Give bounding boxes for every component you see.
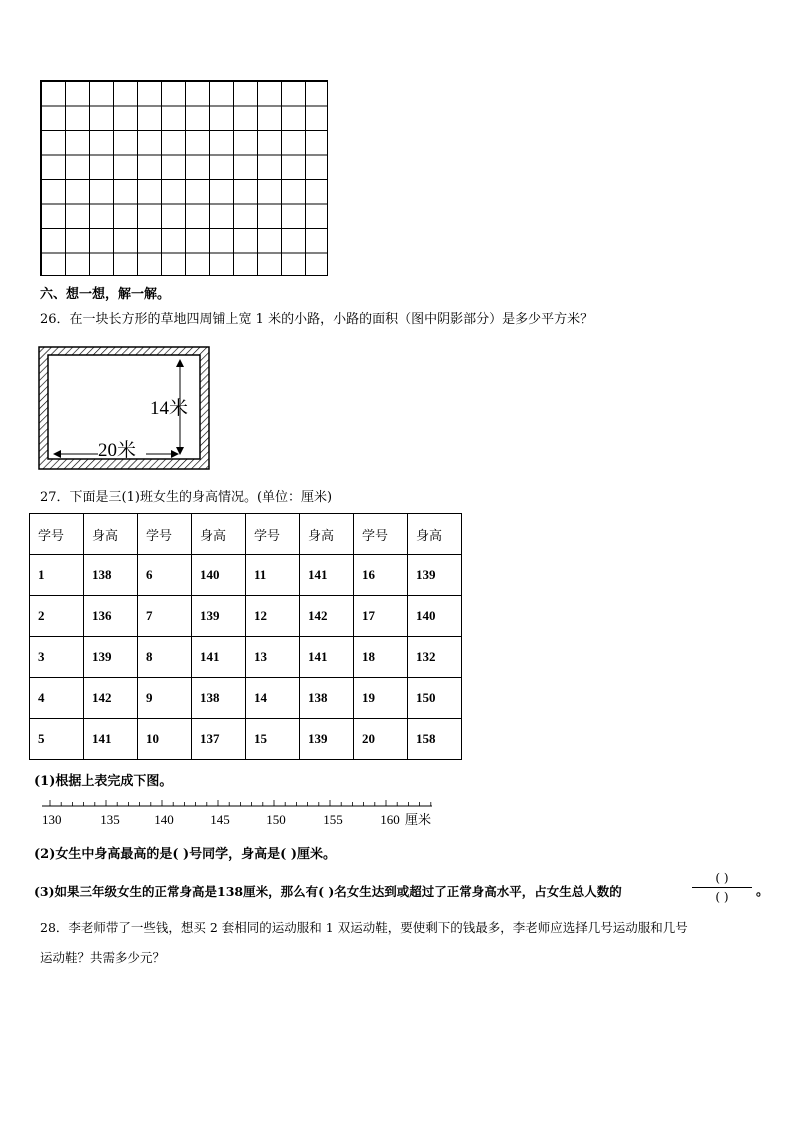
table-cell: 139 (84, 637, 138, 678)
axis-unit-label: 厘米 (405, 813, 432, 828)
table-cell: 9 (138, 678, 192, 719)
table-cell: 14 (246, 678, 300, 719)
table-cell: 139 (408, 555, 462, 596)
table-cell: 141 (84, 719, 138, 760)
square-grid (40, 80, 328, 276)
table-cell: 17 (354, 596, 408, 637)
fraction-numerator: ( ) (715, 871, 729, 885)
table-cell: 10 (138, 719, 192, 760)
table-cell: 140 (408, 596, 462, 637)
table-cell: 13 (246, 637, 300, 678)
table-cell: 2 (30, 596, 84, 637)
table-cell: 158 (408, 719, 462, 760)
section-six-heading: 六、想一想，解一解。 (40, 287, 171, 302)
question-28-line-2: 运动鞋？共需多少元？ (40, 950, 166, 965)
tick-label: 130 (42, 812, 62, 827)
tick-label: 155 (323, 812, 343, 827)
table-row (30, 596, 462, 637)
question-26-text: 26．在一块长方形的草地四周铺上宽 1 米的小路，小路的面积（图中阴影部分）是多少平方米？ (40, 312, 594, 327)
tick-label: 160 (380, 812, 400, 827)
table-header-cell: 身高 (192, 514, 246, 555)
table-row (30, 637, 462, 678)
table-cell: 137 (192, 719, 246, 760)
table-header-cell: 身高 (408, 514, 462, 555)
number-line (40, 798, 460, 832)
table-cell: 19 (354, 678, 408, 719)
table-cell: 140 (192, 555, 246, 596)
fraction-denominator: ( ) (715, 890, 729, 904)
table-cell: 16 (354, 555, 408, 596)
table-header-cell: 学号 (30, 514, 84, 555)
table-cell: 20 (354, 719, 408, 760)
table-cell: 141 (300, 637, 354, 678)
table-cell: 5 (30, 719, 84, 760)
table-cell: 15 (246, 719, 300, 760)
table-header-cell: 学号 (138, 514, 192, 555)
table-cell: 141 (300, 555, 354, 596)
table-row (30, 719, 462, 760)
table-cell: 139 (192, 596, 246, 637)
rectangle-path-diagram (38, 346, 210, 470)
table-cell: 1 (30, 555, 84, 596)
tick-label: 140 (154, 812, 174, 827)
table-cell: 142 (300, 596, 354, 637)
width-label: 20米 (98, 440, 137, 461)
height-table (29, 513, 462, 760)
sub-question-1: (1)根据上表完成下图。 (34, 774, 173, 789)
question-28-line-1: 28．李老师带了一些钱，想买 2 套相同的运动服和 1 双运动鞋，要使剩下的钱最多，李老师应选择几号运动服和几号 (40, 920, 688, 935)
tick-label: 145 (210, 812, 230, 827)
sub-question-3: (3)如果三年级女生的正常身高是138厘米，那么有( )名女生达到或超过了正常身高水平，占女生总人数的 (34, 884, 622, 899)
table-cell: 150 (408, 678, 462, 719)
fraction-bar (692, 887, 752, 888)
table-cell: 8 (138, 637, 192, 678)
table-cell: 3 (30, 637, 84, 678)
table-cell: 132 (408, 637, 462, 678)
question-27-title: 27．下面是三(1)班女生的身高情况。(单位：厘米) (40, 490, 333, 505)
tick-label: 150 (266, 812, 286, 827)
table-row (30, 555, 462, 596)
table-header-cell: 身高 (300, 514, 354, 555)
table-cell: 139 (300, 719, 354, 760)
table-cell: 136 (84, 596, 138, 637)
sentence-end-mark: 。 (756, 884, 770, 899)
sub-question-2: (2)女生中身高最高的是( )号同学，身高是( )厘米。 (34, 847, 337, 862)
height-label: 14米 (150, 398, 189, 419)
table-row (30, 678, 462, 719)
table-cell: 142 (84, 678, 138, 719)
table-cell: 12 (246, 596, 300, 637)
table-header-cell: 身高 (84, 514, 138, 555)
table-cell: 11 (246, 555, 300, 596)
table-cell: 18 (354, 637, 408, 678)
table-header-cell: 学号 (354, 514, 408, 555)
table-header-cell: 学号 (246, 514, 300, 555)
table-cell: 138 (300, 678, 354, 719)
table-cell: 141 (192, 637, 246, 678)
table-cell: 7 (138, 596, 192, 637)
tick-label: 135 (100, 812, 120, 827)
table-cell: 6 (138, 555, 192, 596)
table-cell: 138 (192, 678, 246, 719)
table-header-row (30, 514, 462, 555)
table-cell: 138 (84, 555, 138, 596)
table-cell: 4 (30, 678, 84, 719)
